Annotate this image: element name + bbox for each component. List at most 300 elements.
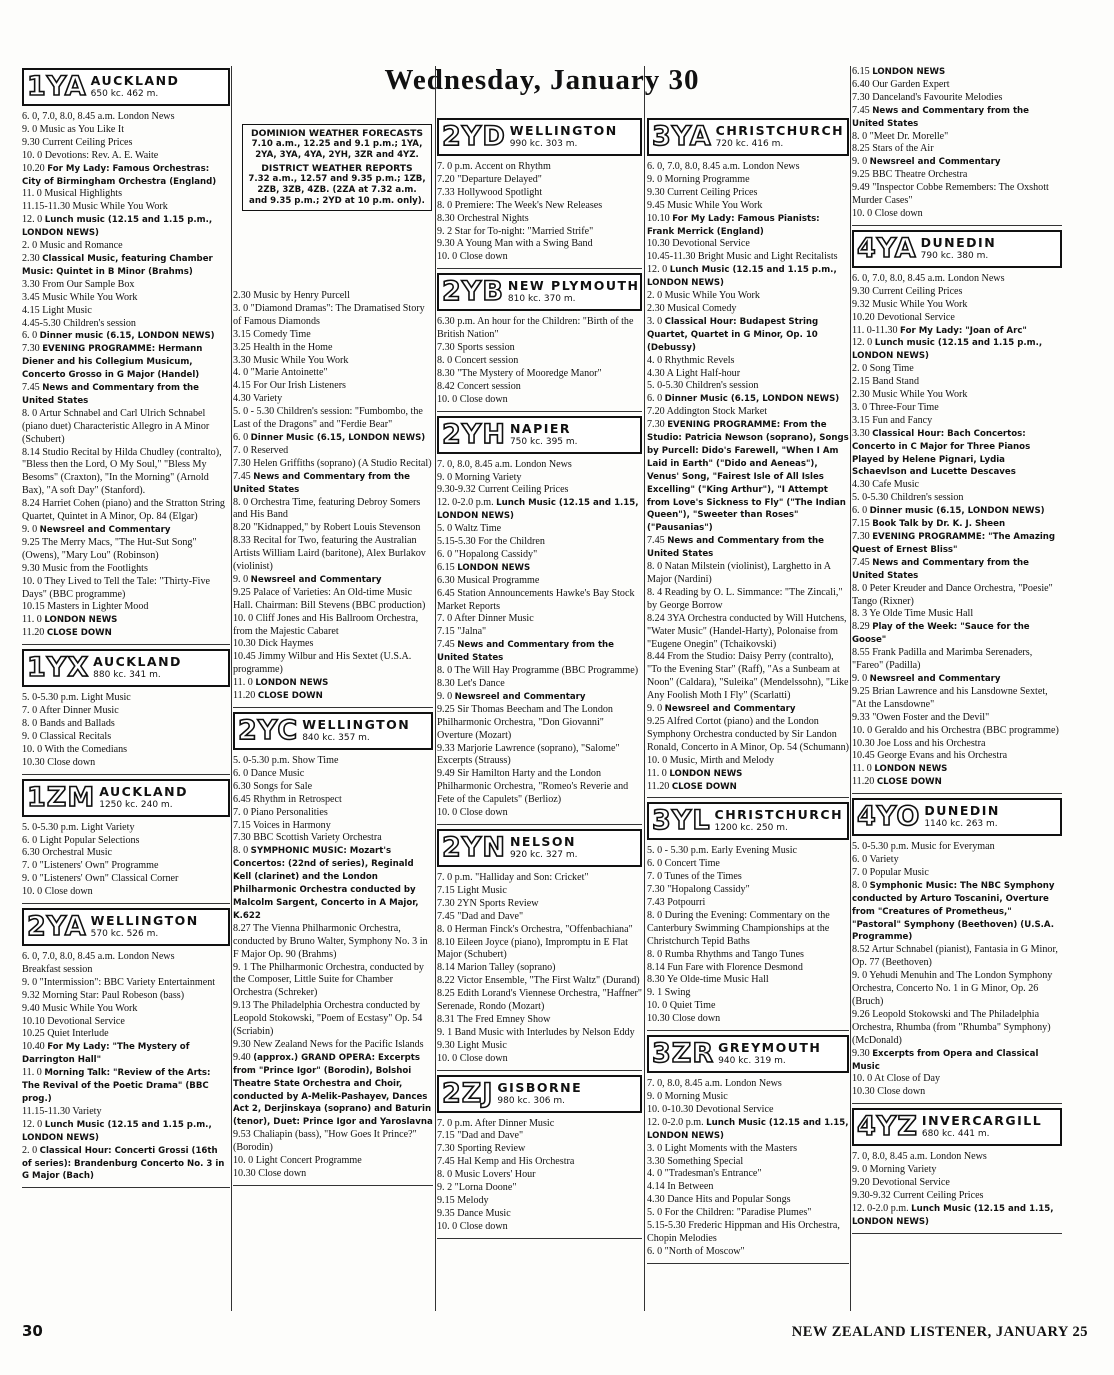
program-entry: 7.20 Addington Stock Market	[647, 406, 767, 418]
program-entry: 9.13 The Philadelphia Orchestra conducted by Leopold Stokowski, "Poem of Ecstasy" Op. 54 (Scriabin)	[233, 1000, 423, 1038]
section-divider	[22, 774, 230, 775]
program-entry: 10.40 For My Lady: "The Mystery of Darrington Hall"	[22, 1041, 190, 1066]
program-entry: 9.30 Light Music	[437, 1039, 507, 1051]
program-entry: 9.25 Sir Thomas Beecham and The London Philharmonic Orchestra, "Don Giovanni" Overture (Mozart)	[437, 703, 613, 741]
program-entry: 8.55 Frank Padilla and Marimba Serenaders, "Fareo" (Padilla)	[852, 647, 1033, 672]
program-entry: 3.25 Health in the Home	[233, 341, 333, 353]
station-frequency: 570 kc. 526 m.	[90, 929, 159, 940]
program-entry: 6.30 p.m. An hour for the Children: "Birth of the British Nation"	[437, 316, 634, 341]
program-entry: 11.15-11.30 Music While You Work	[22, 201, 168, 213]
station-call-sign: 1YA	[27, 71, 87, 102]
section-divider	[437, 411, 642, 412]
program-entry: 6.30 Songs for Sale	[233, 780, 313, 792]
column-divider	[435, 66, 436, 1311]
program-entry: 5.15-5.30 For the Children	[437, 536, 545, 548]
program-entry: 9.49 "Inspector Cobbe Remembers: The Oxshott Murder Cases"	[852, 182, 1049, 207]
program-entry: 10. 0 Geraldo and his Orchestra (BBC programme)	[852, 724, 1059, 736]
station-header-2yc	[233, 712, 433, 750]
program-entry: 10. 0 Close down	[852, 207, 923, 219]
program-entry: 7.45 News and Commentary from the United States	[437, 639, 615, 664]
program-entry: 9. 0 Newsreel and Commentary	[647, 703, 796, 715]
program-entry: 12. 0 Lunch music (12.15 and 1.15 p.m., LONDON NEWS)	[22, 214, 213, 239]
program-entry: 4.15 For Our Irish Listeners	[233, 380, 346, 392]
program-entry: 2.15 Band Stand	[852, 376, 920, 388]
station-frequency: 990 kc. 303 m.	[509, 139, 578, 149]
program-entry: 8. 0 Bands and Ballads	[22, 717, 115, 729]
program-entry: 10. 0 Close down	[437, 251, 508, 263]
station-header-2ya	[22, 908, 230, 946]
program-entry: 8. 0 Music Lovers' Hour	[437, 1169, 536, 1181]
program-entry: 4.30 Cafe Music	[852, 479, 919, 491]
station-call-sign: 4YZ	[857, 1111, 918, 1143]
program-entry: 8.24 Harriet Cohen (piano) and the Stratton String Quartet, Quintet in A Minor, Op. 84 (Elgar)	[22, 498, 225, 523]
program-entry: 9. 0 Yehudi Menuhin and The London Symphony Orchestra, Concerto No. 1 in G Minor, Op. 26 (Bruch)	[852, 970, 1053, 1007]
section-divider	[647, 1263, 849, 1264]
section-divider	[647, 797, 849, 798]
program-entry: 9.26 Leopold Stokowski and The Philadelphia Orchestra, Rhumba (from "Rhumba" Symphony) (McDonald)	[852, 1008, 1051, 1046]
station-city: NAPIER	[509, 420, 572, 436]
program-entry: 6.45 Rhythm in Retrospect	[233, 793, 342, 805]
program-entry: 7.45 "Dad and Dave"	[437, 910, 524, 922]
program-entry: 8. 0 Symphonic Music: The NBC Symphony conducted by Arturo Toscanini, Overture from "Creatures of Prometheus," "Pastoral" Symphony (Beethoven) (U.S.A. Programme)	[852, 879, 1055, 943]
program-entry: 2.30 Music by Henry Purcell	[233, 290, 350, 301]
program-entry: 10. 0 Close down	[437, 1052, 508, 1064]
program-entry: 10.30 Devotional Service	[647, 238, 750, 250]
station-frequency: 1250 kc. 240 m.	[99, 799, 173, 810]
station-header-2yb	[437, 273, 642, 311]
station-city: GREYMOUTH	[718, 1040, 822, 1056]
program-entry: 10.10 Devotional Service	[22, 1015, 125, 1027]
program-entry: 5. 0 - 5.30 p.m. Early Evening Music	[647, 845, 797, 857]
program-entry: 7.30 Sporting Review	[437, 1143, 526, 1155]
program-entry: 5. 0-5.30 p.m. Light Variety	[22, 821, 135, 833]
station-city: DUNEDIN	[920, 234, 997, 250]
program-entry: 10.30 Joe Loss and his Orchestra	[852, 737, 986, 749]
station-city: GISBORNE	[497, 1079, 583, 1095]
section-divider	[852, 793, 1062, 794]
station-city: NEW PLYMOUTH	[507, 278, 640, 294]
station-frequency: 1140 kc. 263 m.	[924, 819, 998, 830]
program-entry: 9. 0 Newsreel and Commentary	[852, 156, 1001, 168]
program-entry: 8. 0 SYMPHONIC MUSIC: Mozart's Concertos: (22nd of series), Reginald Kell (clarinet) and the London Philharmonic Orchestra conducted by Malcolm Sargent, Concerto in A Major, K.622	[233, 845, 419, 921]
program-entry: 8. 0 Rumba Rhythms and Tango Tunes	[647, 948, 804, 960]
program-entry: 6. 0, 7.0, 8.0, 8.45 a.m. London News	[852, 272, 1005, 284]
program-entry: 6.30 Musical Programme	[437, 574, 540, 586]
program-entry: 10.20 For My Lady: Famous Orchestras: City of Birmingham Orchestra (England)	[22, 162, 217, 187]
program-entry: 11.20 CLOSE DOWN	[233, 690, 323, 702]
program-entry: 6.15 LONDON NEWS	[437, 561, 531, 573]
program-entry: 10.45 Jimmy Wilbur and His Sextet (U.S.A. programme)	[233, 651, 412, 676]
program-entry: 5. 0-5.30 p.m. Show Time	[233, 755, 339, 766]
program-entry: 7. 0, 8.0, 8.45 a.m. London News	[647, 1078, 782, 1090]
program-entry: 6. 0, 7.0, 8.0, 8.45 a.m. London News	[22, 111, 175, 122]
program-entry: 5. 0 Waltz Time	[437, 523, 502, 535]
program-entry: 8.10 Eileen Joyce (piano), Impromptu in E Flat Major (Schubert)	[437, 936, 628, 961]
program-entry: 9.30 Excerpts from Opera and Classical Music	[852, 1047, 1039, 1072]
program-entry: 10. 0 Close down	[22, 886, 93, 898]
program-entry: 12. 0 Lunch music (12.15 and 1.15 p.m., LONDON NEWS)	[852, 337, 1043, 362]
program-entry: 7.33 Hollywood Spotlight	[437, 186, 543, 198]
program-entry: 10. 0 Music, Mirth and Melody	[647, 754, 775, 766]
program-entry: 7. 0, 8.0, 8.45 a.m. London News	[437, 458, 572, 470]
station-frequency: 750 kc. 395 m.	[509, 436, 578, 447]
program-entry: 9. 1 Band Music with Interludes by Nelson Eddy	[437, 1026, 635, 1038]
station-city: AUCKLAND	[90, 73, 180, 88]
program-entry: 10.30 Dick Haymes	[233, 638, 314, 650]
program-entry: 8.33 Recital for Two, featuring the Australian Artists William Laird (baritone), Alex Burlakov (violinist)	[233, 535, 426, 573]
section-divider	[437, 1238, 642, 1239]
station-frequency: 840 kc. 357 m.	[302, 733, 370, 743]
program-entry: 7. 0 p.m. Accent on Rhythm	[437, 161, 551, 172]
program-entry: 10. 0 Devotions: Rev. A. E. Waite	[22, 149, 159, 161]
program-entry: 9.25 Brian Lawrence and his Lansdowne Sextet, "At the Lansdowne"	[852, 685, 1048, 710]
program-entry: 9. 0 Morning Variety	[852, 1164, 937, 1176]
station-city: DUNEDIN	[924, 803, 1000, 819]
program-entry: 9. 2 Star for To-night: "Married Strife"	[437, 225, 594, 237]
program-entry: 8.25 Stars of the Air	[852, 143, 934, 155]
program-entry: 4.15 Light Music	[22, 304, 92, 316]
weather-report-times: 7.32 a.m., 12.57 and 9.35 p.m.; 1ZB, 2ZB, 3ZB, 4ZB. (2ZA at 7.32 a.m. and 9.35 p.m.; 2YD at 10 p.m. only).	[248, 174, 426, 206]
program-entry: 9.33 Marjorie Lawrence (soprano), "Salome" Excerpts (Strauss)	[437, 742, 620, 767]
program-entry: 8. 0 During the Evening: Commentary on the Canterbury Swimming Championships at the Christchurch Tepid Baths	[647, 909, 830, 947]
program-entry: 3.45 Music While You Work	[22, 291, 138, 303]
program-entry: 8.29 Play of the Week: "Sauce for the Goose"	[852, 621, 1030, 646]
program-entry: 10. 0 Close down	[437, 1220, 508, 1232]
station-city: INVERCARGILL	[921, 1113, 1043, 1129]
program-entry: 9.32 Morning Star: Paul Robeson (bass)	[22, 989, 185, 1001]
program-entry: 12. 0 Lunch Music (12.15 and 1.15 p.m., LONDON NEWS)	[647, 264, 837, 289]
station-call-sign: 1YX	[27, 652, 90, 684]
program-entry: 6. 0 Dinner Music (6.15, LONDON NEWS)	[233, 431, 426, 443]
section-divider	[437, 824, 642, 825]
program-entry: 7.30 BBC Scottish Variety Orchestra	[233, 832, 382, 844]
program-entry: 11. 0 Morning Talk: "Review of the Arts: The Revival of the Poetic Drama" (BBC prog.)	[22, 1067, 211, 1104]
program-entry: 7.30 EVENING PROGRAMME: Hermann Diener and his Collegium Musicum, Concerto Grosso in G Major (Handel)	[22, 343, 203, 381]
program-entry: 11. 0-11.30 For My Lady: "Joan of Arc"	[852, 324, 1027, 336]
station-frequency: 940 kc. 319 m.	[718, 1056, 786, 1067]
program-entry: 9.25 BBC Theatre Orchestra	[852, 169, 968, 181]
program-entry: 7.45 News and Commentary from the United States	[647, 535, 825, 560]
program-entry: 3.15 Comedy Time	[233, 328, 311, 340]
program-entry: 3.30 From Our Sample Box	[22, 278, 135, 290]
section-divider	[852, 1103, 1062, 1104]
program-entry: 9. 0 Music as You Like It	[22, 123, 125, 135]
program-entry: 9.33 "Owen Foster and the Devil"	[852, 711, 990, 723]
program-entry: 7.45 News and Commentary from the United States	[22, 382, 200, 406]
program-entry: 8.27 The Vienna Philharmonic Orchestra, conducted by Bruno Walter, Symphony No. 3 in F Major Op. 90 (Brahms)	[233, 922, 428, 960]
program-entry: 9.30 Current Ceiling Prices	[22, 136, 133, 148]
program-entry: 7.15 "Jalna"	[437, 626, 487, 638]
program-entry: 10.10 For My Lady: Famous Pianists: Frank Merrick (England)	[647, 212, 820, 237]
weather-title-forecasts: DOMINION WEATHER FORECASTS	[251, 128, 423, 139]
program-entry: 9. 0 Newsreel and Commentary	[437, 690, 586, 702]
program-entry: 4.14 In Between	[647, 1181, 714, 1193]
program-entry: 7.45 News and Commentary from the United States	[233, 470, 411, 495]
program-entry: 10.20 Devotional Service	[852, 311, 955, 323]
program-entry: 5. 0 For the Children: "Paradise Plumes"	[647, 1207, 812, 1219]
program-entry: 4.30 A Light Half-hour	[647, 367, 741, 379]
program-entry: 4.45-5.30 Children's session	[22, 317, 136, 329]
program-entry: 11.20 CLOSE DOWN	[647, 780, 737, 792]
program-entry: 8. 0 Herman Finck's Orchestra, "Offenbachiana"	[437, 923, 633, 935]
station-frequency: 650 kc. 462 m.	[90, 89, 159, 99]
program-entry: 6.40 Our Garden Expert	[852, 78, 950, 90]
program-entry: 8. 0 Premiere: The Week's New Releases	[437, 199, 603, 211]
program-entry: 4. 0 "Marie Antoinette"	[233, 367, 328, 379]
program-entry: 9.53 Chaliapin (bass), "How Goes It Prince?" (Borodin)	[233, 1129, 417, 1154]
program-entry: 8.22 Victor Ensemble, "The First Waltz" (Durand)	[437, 975, 640, 987]
column-5	[852, 66, 1062, 1238]
program-entry: 12. 0-2.0 p.m. Lunch Music (12.15 and 1.15, LONDON NEWS)	[852, 1202, 1054, 1227]
station-header-4ya	[852, 230, 1062, 268]
program-entry: 9. 0 Newsreel and Commentary	[852, 672, 1001, 684]
program-entry: 7.30 EVENING PROGRAMME: From the Studio: Patricia Newson (soprano), Songs by Purcell: Dido's Farewell, "When I Am Laid in Earth" ("Dido and Aeneas"), Venus' Song, "Fairest Isle of All Isles Excelling" ("King Arthur"), "I Attempt from Love's Sickness to Fly" ("The Indian Queen"), "Sweeter than Roses" ("Pausanias")	[647, 419, 849, 534]
station-header-1yx	[22, 649, 230, 687]
section-divider	[22, 644, 230, 645]
program-entry: 11. 0 LONDON NEWS	[22, 614, 118, 626]
station-call-sign: 1ZM	[27, 781, 96, 813]
weather-forecast-times: 7.10 a.m., 12.25 and 9.1 p.m.; 1YA, 2YA, 3YA, 4YA, 2YH, 3ZR and 4YZ.	[251, 139, 423, 160]
program-entry: 5. 0-5.30 Children's session	[647, 380, 759, 392]
program-entry: 7. 0 p.m. After Dinner Music	[437, 1117, 555, 1129]
program-entry: 2.30 Musical Comedy	[647, 302, 737, 314]
publication-footer: NEW ZEALAND LISTENER, JANUARY 25	[791, 1324, 1088, 1340]
program-entry: 3.30 Something Special	[647, 1155, 744, 1167]
program-entry: 11. 0 LONDON NEWS	[852, 763, 948, 775]
program-entry: 9.45 Music While You Work	[647, 199, 763, 211]
station-call-sign: 4YA	[857, 232, 917, 264]
section-divider	[437, 1070, 642, 1071]
section-divider	[22, 903, 230, 904]
program-entry: 10.30 Close down	[852, 1086, 926, 1098]
program-entry: 8.31 The Fred Emney Show	[437, 1013, 551, 1025]
program-entry: 9.49 Sir Hamilton Harty and the London Philharmonic Orchestra, "Romeo's Reverie and Fete of the Capulets" (Berlioz)	[437, 768, 629, 806]
section-divider	[647, 1030, 849, 1031]
station-frequency: 810 kc. 370 m.	[507, 294, 576, 305]
station-city: WELLINGTON	[302, 717, 411, 732]
program-entry: 9.40 (approx.) GRAND OPERA: Excerpts from "Prince Igor" (Borodin), Bolshoi Theatre State Orchestra and Choir, conducted by A-Melik-Pashayev, Dances Act 2, Derjinskaya (soprano) and Baturin (tenor), Duet: Prince Igor and Yaroslavna	[233, 1051, 433, 1128]
program-entry: 11. 0 LONDON NEWS	[647, 767, 743, 779]
program-entry: 8.44 From the Studio: Daisy Perry (contralto), "To the Evening Star" (Raff), "As a Sunbeam at Noon" (Caldara), "Suleika" (Mendelssohn), "Like Any Foolish Moth I Fly" (Scarlatti)	[647, 651, 849, 702]
program-entry: 10. 0 With the Comedians	[22, 743, 128, 755]
station-header-2yh	[437, 416, 642, 454]
program-entry: 9. 0 Morning Variety	[437, 471, 522, 483]
station-frequency: 720 kc. 416 m.	[715, 139, 784, 149]
station-header-3yl	[647, 802, 849, 840]
program-entry: 9.32 Music While You Work	[852, 298, 968, 310]
program-entry: 7. 0 Popular Music	[852, 866, 929, 878]
program-entry: 6. 0, 7.0, 8.0, 8.45 a.m. London News	[22, 951, 175, 963]
program-entry: 2. 0 Music While You Work	[647, 290, 760, 302]
section-divider	[437, 268, 642, 269]
column-divider	[644, 66, 645, 1311]
program-entry: 8.24 3YA Orchestra conducted by Will Hutchens, "Water Music" (Handel-Harty), Polonaise from "Eugene Onegin" (Tchaikovski)	[647, 612, 847, 650]
program-entry: 9.30 Current Ceiling Prices	[647, 186, 758, 198]
station-header-4yz	[852, 1108, 1062, 1146]
program-entry: 8. 3 Ye Olde Time Music Hall	[852, 608, 974, 620]
program-entry: 7.15 Book Talk by Dr. K. J. Sheen	[852, 518, 1006, 530]
program-entry: 9.30 New Zealand News for the Pacific Islands	[233, 1038, 424, 1050]
program-entry: 6. 0 Variety	[852, 854, 899, 866]
program-entry: 7.30 EVENING PROGRAMME: "The Amazing Quest of Ernest Bliss"	[852, 531, 1056, 555]
program-entry: 10. 0 Light Concert Programme	[233, 1155, 362, 1167]
program-entry: 10. 0-10.30 Devotional Service	[647, 1103, 774, 1115]
program-entry: 10.30 Close down	[647, 1013, 721, 1025]
program-entry: 7. 0 After Dinner Music	[437, 613, 534, 625]
section-divider	[233, 707, 433, 708]
program-entry: 10.25 Quiet Interlude	[22, 1028, 109, 1040]
column-3	[437, 116, 642, 1243]
program-entry: 9.25 Alfred Cortot (piano) and the London Symphony Orchestra conducted by Sir Landon Ronald, Concerto in A Minor, Op. 54 (Schumann)	[647, 715, 849, 753]
program-entry: 7.15 Light Music	[437, 884, 507, 896]
program-entry: 8.14 Marion Talley (soprano)	[437, 962, 556, 974]
program-entry: 8. 0 Artur Schnabel and Carl Ulrich Schnabel (piano duet) Characteristic Allegro in A Minor (Schubert)	[22, 407, 210, 445]
program-entry: 4.30 Variety	[233, 393, 283, 405]
program-entry: 8. 0 Concert session	[437, 354, 519, 366]
program-entry: 2. 0 Song Time	[852, 363, 914, 375]
station-call-sign: 2ZJ	[442, 1077, 494, 1109]
program-entry: 3. 0 "Diamond Dramas": The Dramatised Story of Famous Diamonds	[233, 302, 425, 327]
program-entry: 6. 0, 7.0, 8.0, 8.45 a.m. London News	[647, 161, 800, 172]
column-1	[22, 66, 230, 1192]
program-entry: 5. 0 - 5.30 Children's session: "Fumbombo, the Last of the Dragons" and "Ferdie Bear"	[233, 406, 423, 431]
program-entry: 9.40 Music While You Work	[22, 1002, 138, 1014]
program-entry: 3. 0 Light Moments with the Masters	[647, 1142, 797, 1154]
station-call-sign: 2YH	[442, 418, 506, 450]
program-entry: 7.45 Hal Kemp and His Orchestra	[437, 1156, 575, 1168]
program-entry: 7.20 "Departure Delayed"	[437, 173, 542, 185]
station-city: CHRISTCHURCH	[715, 123, 845, 138]
program-entry: 10. 0 They Lived to Tell the Tale: "Thirty-Five Days" (BBC programme)	[22, 575, 211, 600]
program-entry: 2. 0 Classical Hour: Concerti Grossi (16th of series): Brandenburg Concerto No. 3 in G Major (Bach)	[22, 1144, 225, 1182]
program-entry: 10.30 Close down	[233, 1168, 307, 1179]
program-entry: 11. 0 Musical Highlights	[22, 188, 123, 200]
program-entry: 8.30 "The Mystery of Mooredge Manor"	[437, 367, 602, 379]
station-call-sign: 2YD	[442, 121, 506, 152]
program-entry: 8.30 Let's Dance	[437, 678, 505, 689]
station-frequency: 680 kc. 441 m.	[921, 1129, 990, 1140]
program-entry: 8. 4 Reading by O. L. Simmance: "The Zincali," by George Borrow	[647, 586, 843, 611]
program-entry: 9.15 Melody	[437, 1195, 489, 1206]
program-entry: 12. 0 Lunch Music (12.15 and 1.15 p.m., LONDON NEWS)	[22, 1118, 212, 1143]
program-entry: 10. 0 At Close of Day	[852, 1073, 941, 1085]
program-entry: 8.42 Concert session	[437, 380, 521, 392]
program-entry: 3.30 Music While You Work	[233, 354, 349, 366]
program-entry: 7. 0 Tunes of the Times	[647, 871, 742, 883]
program-entry: 7. 0 After Dinner Music	[22, 705, 119, 717]
program-entry: 3. 0 Three-Four Time	[852, 401, 939, 413]
program-entry: 11.15-11.30 Variety	[22, 1105, 102, 1117]
program-entry: 5. 0-5.30 p.m. Music for Everyman	[852, 841, 995, 853]
program-entry: 4.30 Dance Hits and Popular Songs	[647, 1194, 791, 1206]
program-entry: 2.30 Classical Music, featuring Chamber Music: Quintet in B Minor (Brahms)	[22, 252, 213, 277]
weather-box	[242, 124, 432, 211]
program-entry: 9.30 Current Ceiling Prices	[852, 285, 963, 297]
station-frequency: 880 kc. 341 m.	[93, 670, 161, 681]
program-entry: 6. 0 Dinner music (6.15, LONDON NEWS)	[22, 330, 215, 342]
program-entry: 11.20 CLOSE DOWN	[22, 627, 112, 639]
program-entry: 7. 0 Reserved	[233, 444, 289, 456]
station-call-sign: 3ZR	[652, 1038, 715, 1070]
program-entry: 9. 1 Swing	[647, 987, 691, 999]
program-entry: 10.15 Masters in Lighter Mood	[22, 601, 149, 613]
station-city: WELLINGTON	[509, 123, 618, 138]
program-entry: 12. 0-2.0 p.m. Lunch Music (12.15 and 1.15, LONDON NEWS)	[437, 497, 639, 522]
program-entry: 6.45 Station Announcements Hawke's Bay Stock Market Reports	[437, 587, 635, 612]
program-entry: 6. 0 "Hopalong Cassidy"	[437, 548, 538, 560]
program-entry: 10. 0 Cliff Jones and His Ballroom Orchestra, from the Majestic Cabaret	[233, 612, 419, 637]
station-frequency: 790 kc. 380 m.	[920, 250, 989, 261]
program-entry: 4. 0 "Tradesman's Entrance"	[647, 1168, 762, 1180]
program-entry: 9. 2 "Lorna Doone"	[437, 1182, 517, 1194]
section-divider	[852, 225, 1062, 226]
program-entry: 6. 0 Dinner music (6.15, LONDON NEWS)	[852, 505, 1045, 517]
program-entry: 8. 0 Natan Milstein (violinist), Larghetto in A Major (Nardini)	[647, 561, 831, 585]
program-entry: 11.20 CLOSE DOWN	[852, 776, 942, 788]
program-entry: 8. 0 "Meet Dr. Morelle"	[852, 130, 949, 142]
program-entry: 5. 0-5.30 Children's session	[852, 492, 964, 504]
station-header-2yd	[437, 118, 642, 156]
program-entry: 7. 0, 8.0, 8.45 a.m. London News	[852, 1151, 987, 1163]
program-entry: 7.15 "Dad and Dave"	[437, 1130, 524, 1142]
station-call-sign: 3YL	[652, 805, 711, 837]
program-entry: 6.30 Orchestral Music	[22, 847, 112, 859]
program-entry: 8.25 Edith Lorand's Viennese Orchestra, "Haffner" Serenade, Rondo (Mozart)	[437, 988, 642, 1013]
program-entry: 9.25 Palace of Varieties: An Old-time Music Hall. Chairman: Bill Stevens (BBC production)	[233, 586, 426, 611]
station-frequency: 1200 kc. 250 m.	[714, 823, 788, 834]
weather-title-reports: DISTRICT WEATHER REPORTS	[261, 163, 413, 174]
program-entry: 9.30-9.32 Current Ceiling Prices	[852, 1189, 984, 1201]
station-city: WELLINGTON	[90, 913, 199, 929]
column-4	[647, 116, 849, 1268]
program-entry: 10.45-11.30 Bright Music and Light Recitalists	[647, 251, 838, 263]
station-header-1ya	[22, 68, 230, 106]
program-entry: 9. 0 Morning Programme	[647, 173, 750, 185]
program-entry: 9.30-9.32 Current Ceiling Prices	[437, 484, 569, 496]
program-entry: 6. 0 Light Popular Selections	[22, 834, 140, 846]
column-divider	[231, 66, 232, 1311]
station-call-sign: 3YA	[652, 121, 712, 152]
program-entry: 9.20 Devotional Service	[852, 1177, 950, 1189]
column-divider	[850, 66, 851, 1311]
station-header-3zr	[647, 1035, 849, 1073]
program-entry: 7.45 News and Commentary from the United States	[852, 556, 1030, 581]
program-entry: 8.20 "Kidnapped," by Robert Louis Stevenson	[233, 522, 421, 534]
program-entry: 9. 1 The Philharmonic Orchestra, conducted by the Composer, Little Suite for Chamber Orchestra (Schreker)	[233, 961, 424, 999]
column-2	[233, 290, 433, 1190]
program-entry: 9.30 A Young Man with a Swing Band	[437, 238, 593, 250]
program-entry: 10. 0 Close down	[437, 393, 508, 405]
program-entry: 8. 0 Peter Kreuder and Dance Orchestra, "Poesie" Tango (Rixner)	[852, 582, 1053, 607]
station-call-sign: 4YO	[857, 801, 921, 833]
program-entry: 9.25 The Merry Macs, "The Hut-Sut Song" (Owens), "Mary Lou" (Robinson)	[22, 536, 197, 561]
program-entry: 7.43 Potpourri	[647, 897, 706, 909]
station-call-sign: 2YN	[442, 831, 506, 863]
program-entry: 7.30 Helen Griffiths (soprano) (A Studio Recital)	[233, 457, 432, 469]
page-title: Wednesday, January 30	[384, 64, 700, 96]
program-entry: 8.14 Studio Recital by Hilda Chudley (contralto), "Bless then the Lord, O My Soul," "Bless My Besoms" (Craxton), "In the Morning" (Arnold Bax), "A soft Day" (Stanford).	[22, 446, 222, 497]
program-entry: 6. 0 Dance Music	[233, 767, 305, 779]
program-entry: 9. 0 "Intermission": BBC Variety Entertainment	[22, 976, 216, 988]
program-entry: 7. 0 Piano Personalities	[233, 806, 328, 818]
program-entry: 6. 0 "North of Moscow"	[647, 1245, 745, 1257]
station-city: CHRISTCHURCH	[714, 807, 844, 823]
program-entry: 9. 0 "Listeners' Own" Classical Corner	[22, 873, 179, 885]
station-call-sign: 2YA	[27, 911, 87, 943]
program-entry: 6. 0 Concert Time	[647, 858, 720, 870]
program-entry: 10.30 Close down	[22, 756, 96, 768]
program-entry: 7. 0 "Listeners' Own" Programme	[22, 860, 159, 872]
